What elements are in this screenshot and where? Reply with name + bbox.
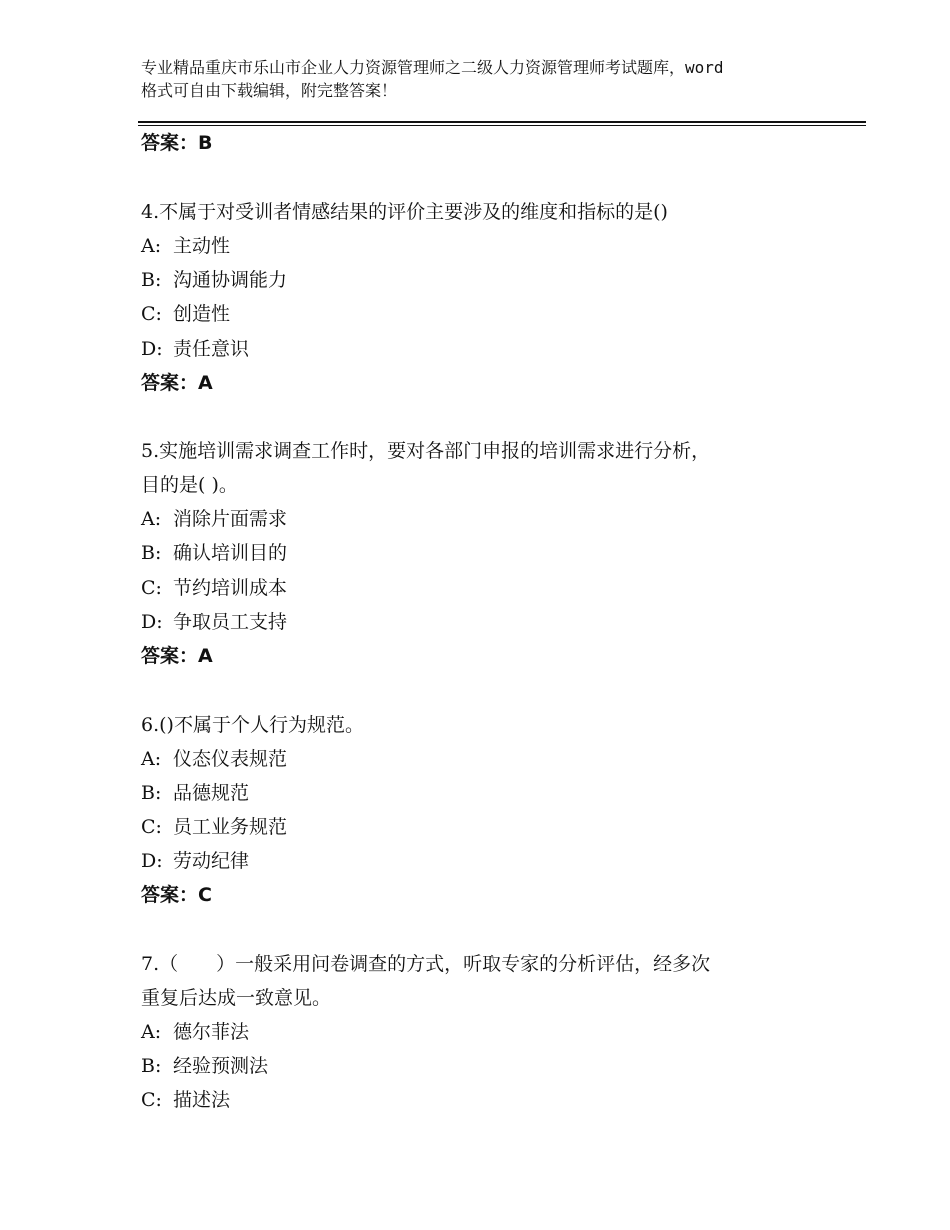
option-key: C: <box>141 303 162 325</box>
option-key: C: <box>141 577 162 599</box>
answer-label: 答案： <box>141 645 199 667</box>
option-key: B: <box>141 782 162 804</box>
option-key: D: <box>141 850 163 872</box>
answer-value: C <box>198 884 212 906</box>
question-6-option-b <box>141 781 249 805</box>
answer-value: B <box>198 132 213 154</box>
answer-value: A <box>198 372 213 394</box>
header-line-2: 格式可自由下载编辑，附完整答案！ <box>141 81 398 100</box>
question-4-option-d <box>141 337 249 361</box>
option-key: C: <box>141 1089 162 1111</box>
option-text: 劳动纪律 <box>173 850 250 872</box>
question-5-text-line-1: 5.实施培训需求调查工作时，要对各部门申报的培训需求进行分析， <box>141 440 711 462</box>
option-text: 品德规范 <box>173 782 250 804</box>
option-key: B: <box>141 542 162 564</box>
question-7-text-line-1: 7.（ ）一般采用问卷调查的方式，听取专家的分析评估，经多次 <box>141 953 711 975</box>
option-text: 员工业务规范 <box>173 816 288 838</box>
option-text: 主动性 <box>173 235 231 257</box>
answer-label: 答案： <box>141 132 199 154</box>
option-key: D: <box>141 338 163 360</box>
option-text: 描述法 <box>173 1089 231 1111</box>
question-6-option-d <box>141 849 249 873</box>
option-text: 仪态仪表规范 <box>173 748 288 770</box>
answer-q5 <box>141 644 213 668</box>
question-7-option-c <box>141 1088 230 1112</box>
option-key: D: <box>141 611 163 633</box>
question-5-option-b <box>141 541 287 565</box>
header-line-1: 专业精品重庆市乐山市企业人力资源管理师之二级人力资源管理师考试题库，word <box>141 58 724 77</box>
question-4-option-b <box>141 268 287 292</box>
question-5-option-a <box>141 507 287 531</box>
option-text: 沟通协调能力 <box>173 269 288 291</box>
option-text: 创造性 <box>173 303 231 325</box>
option-text: 争取员工支持 <box>173 611 288 633</box>
answer-q4 <box>141 371 213 395</box>
question-7-text-line-2: 重复后达成一致意见。 <box>141 987 332 1009</box>
header-rule-thin <box>138 125 866 126</box>
question-7-option-a <box>141 1020 249 1044</box>
question-4-option-a <box>141 234 230 258</box>
question-5-option-d <box>141 610 287 634</box>
option-key: A: <box>141 235 162 257</box>
option-text: 节约培训成本 <box>173 577 288 599</box>
option-key: A: <box>141 748 162 770</box>
question-6-text: 6.()不属于个人行为规范。 <box>141 714 364 736</box>
answer-q6 <box>141 883 212 907</box>
header-rule-thick <box>138 121 866 123</box>
question-5-option-c <box>141 576 287 600</box>
answer-label: 答案： <box>141 884 199 906</box>
question-4-text: 4.不属于对受训者情感结果的评价主要涉及的维度和指标的是() <box>141 201 668 223</box>
question-6-option-c <box>141 815 287 839</box>
question-7-option-b <box>141 1054 268 1078</box>
question-4-option-c <box>141 302 230 326</box>
question-5-text-line-2: 目的是( )。 <box>141 474 238 496</box>
option-key: B: <box>141 269 162 291</box>
option-text: 经验预测法 <box>173 1055 269 1077</box>
option-text: 德尔菲法 <box>173 1021 250 1043</box>
answer-label: 答案： <box>141 372 199 394</box>
answer-q3 <box>141 131 213 155</box>
option-key: A: <box>141 508 162 530</box>
option-key: C: <box>141 816 162 838</box>
answer-value: A <box>198 645 213 667</box>
option-key: B: <box>141 1055 162 1077</box>
option-text: 责任意识 <box>173 338 250 360</box>
option-key: A: <box>141 1021 162 1043</box>
question-6-option-a <box>141 747 287 771</box>
page-header <box>141 56 841 102</box>
option-text: 确认培训目的 <box>173 542 288 564</box>
option-text: 消除片面需求 <box>173 508 288 530</box>
